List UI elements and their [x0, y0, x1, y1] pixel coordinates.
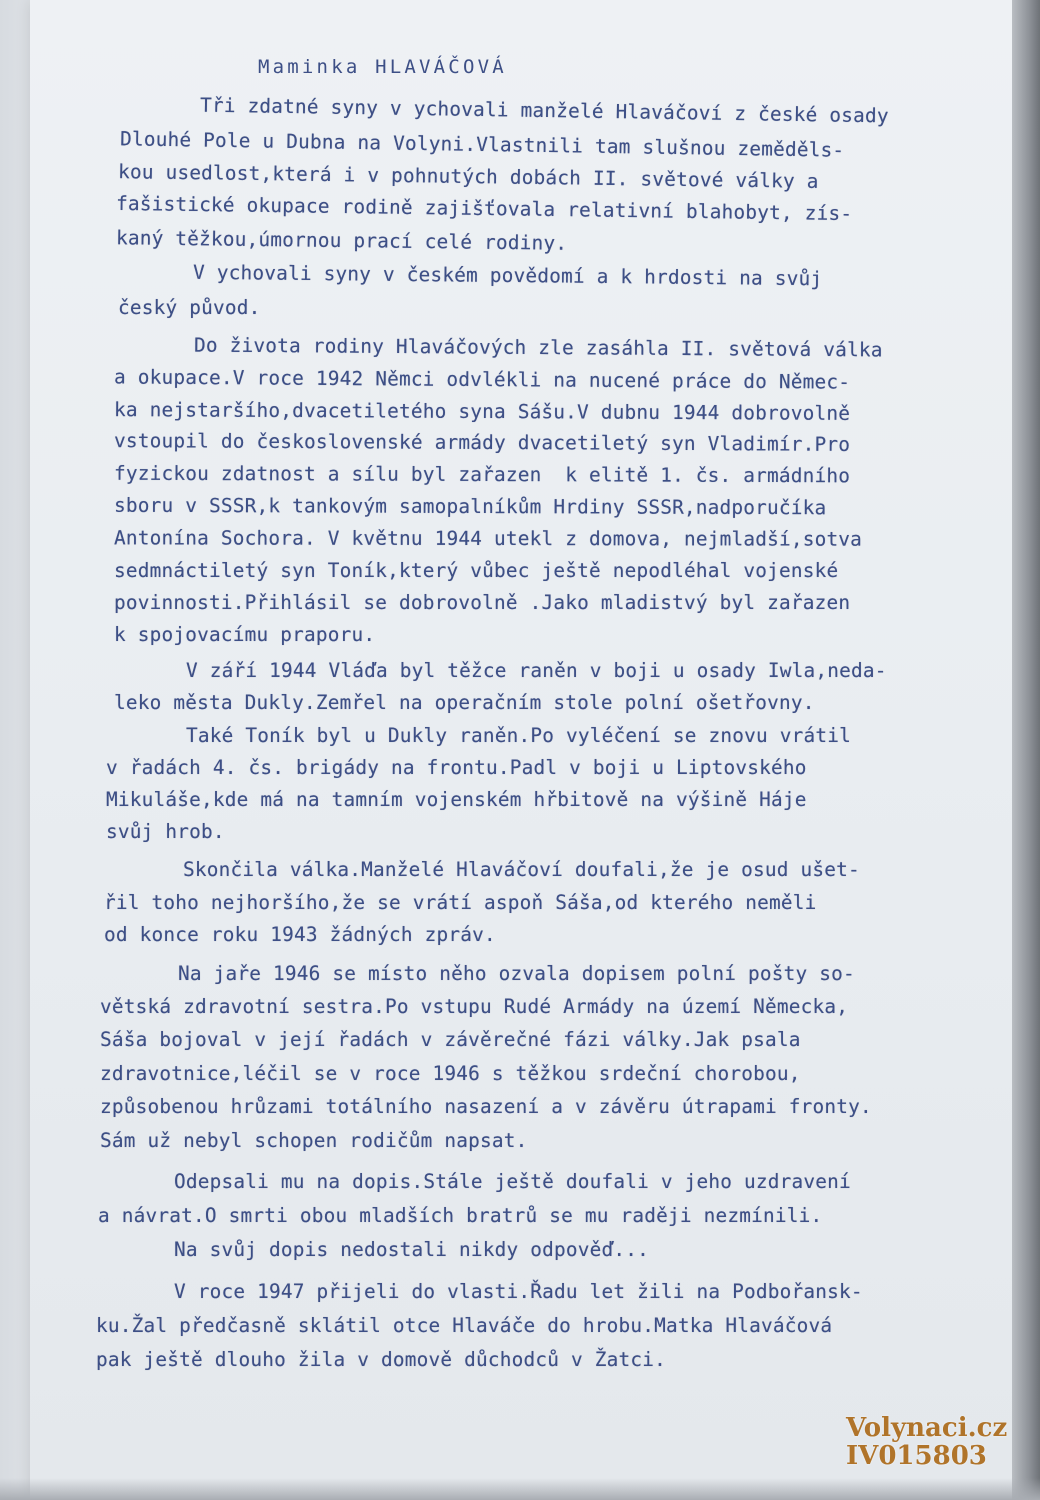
- text-line-24: Skončila válka.Manželé Hlaváčoví doufali,že je osud ušet-: [183, 858, 860, 881]
- watermark-id: IV015803: [846, 1441, 987, 1471]
- text-line-12: fyzickou zdatnost a sílu byl zařazen k elitě 1. čs. armádního: [113, 461, 851, 488]
- watermark-site: Volynaci.cz: [846, 1413, 1008, 1443]
- text-line-38: pak ještě dlouho žila v domově důchodců v Žatci.: [96, 1348, 666, 1371]
- text-line-32: Sám už nebyl schopen rodičům napsat.: [100, 1129, 528, 1152]
- text-line-18: V září 1944 Vláďa byl těžce raněn v boji u osady Iwla,neda-: [186, 659, 887, 682]
- page-title: Maminka HLAVÁČOVÁ: [258, 56, 507, 78]
- text-line-21: v řadách 4. čs. brigády na frontu.Padl v boji u Liptovského: [106, 756, 807, 779]
- text-line-23: svůj hrob.: [106, 820, 225, 843]
- text-line-5: kaný těžkou,úmornou prací celé rodiny.: [115, 226, 568, 255]
- text-line-22: Mikuláše,kde má na tamním vojenském hřbitově na výšině Háje: [106, 788, 807, 811]
- text-line-26: od konce roku 1943 žádných zpráv.: [104, 923, 496, 946]
- text-line-35: Na svůj dopis nedostali nikdy odpověď...: [174, 1238, 649, 1261]
- text-line-11: vstoupil do československé armády dvacetiletý syn Vladimír.Pro: [113, 429, 851, 456]
- text-line-27: Na jaře 1946 se místo něho ozvala dopisem polní pošty so-: [178, 962, 855, 985]
- text-line-34: a návrat.O smrti obou mladších bratrů se mu raději nezmínili.: [98, 1204, 823, 1227]
- text-line-13: sboru v SSSR,k tankovým samopalníkům Hrdiny SSSR,nadporučíka: [113, 493, 827, 520]
- text-line-20: Také Toník byl u Dukly raněn.Po vyléčení se znovu vrátil: [186, 724, 851, 747]
- text-line-30: zdravotnice,léčil se v roce 1946 s těžkou srdeční chorobou,: [100, 1062, 801, 1085]
- text-line-28: větská zdravotní sestra.Po vstupu Rudé Armády na území Německa,: [100, 995, 849, 1018]
- text-line-19: leko města Dukly.Zemřel na operačním stole polní ošetřovny.: [114, 691, 815, 714]
- text-line-31: způsobenou hrůzami totálního nasazení a v závěru útrapami fronty.: [100, 1095, 872, 1118]
- text-line-36: V roce 1947 přijeli do vlasti.Řadu let žili na Podbořansk-: [174, 1280, 863, 1303]
- text-line-10: ka nejstaršího,dvacetiletého syna Sášu.V dubnu 1944 dobrovolně: [113, 398, 851, 425]
- text-line-33: Odepsali mu na dopis.Stále ještě doufali v jeho uzdravení: [174, 1170, 851, 1193]
- text-line-7: český původ.: [118, 296, 261, 319]
- text-line-1: Tři zdatné syny v ychovali manželé Hlaváčoví z české osady: [199, 93, 889, 128]
- text-line-29: Sáša bojoval v její řadách v závěrečné fázi války.Jak psala: [100, 1028, 801, 1051]
- text-line-9: a okupace.V roce 1942 Němci odvlékli na nucené práce do Němec-: [113, 365, 851, 394]
- text-line-2: Dlouhé Pole u Dubna na Volyni.Vlastnili tam slušnou zeměděls-: [119, 127, 845, 162]
- text-line-37: ku.Žal předčasně sklátil otce Hlaváče do hrobu.Matka Hlaváčová: [96, 1314, 833, 1337]
- text-line-25: řil toho nejhoršího,že se vrátí aspoň Sáša,od kterého neměli: [104, 891, 817, 914]
- text-line-15: sedmnáctiletý syn Toník,který vůbec ještě nepodléhal vojenské: [114, 559, 839, 582]
- text-line-3: kou usedlost,která i v pohnutých dobách II. světové války a: [117, 160, 819, 193]
- volynaci-watermark: [846, 1414, 1026, 1470]
- text-line-4: fašistické okupace rodině zajišťovala relativní blahobyt, zís-: [115, 191, 853, 226]
- text-line-14: Antonína Sochora. V květnu 1944 utekl z domova, nejmladší,sotva: [113, 526, 863, 551]
- text-line-8: Do života rodiny Hlaváčových zle zasáhla II. světová válka: [193, 333, 883, 362]
- text-line-17: k spojovacímu praporu.: [114, 623, 376, 646]
- text-line-6: V ychovali syny v českém povědomí a k hrdosti na svůj: [192, 260, 823, 291]
- text-line-16: povinnosti.Přihlásil se dobrovolně .Jako mladistvý byl zařazen: [114, 591, 851, 614]
